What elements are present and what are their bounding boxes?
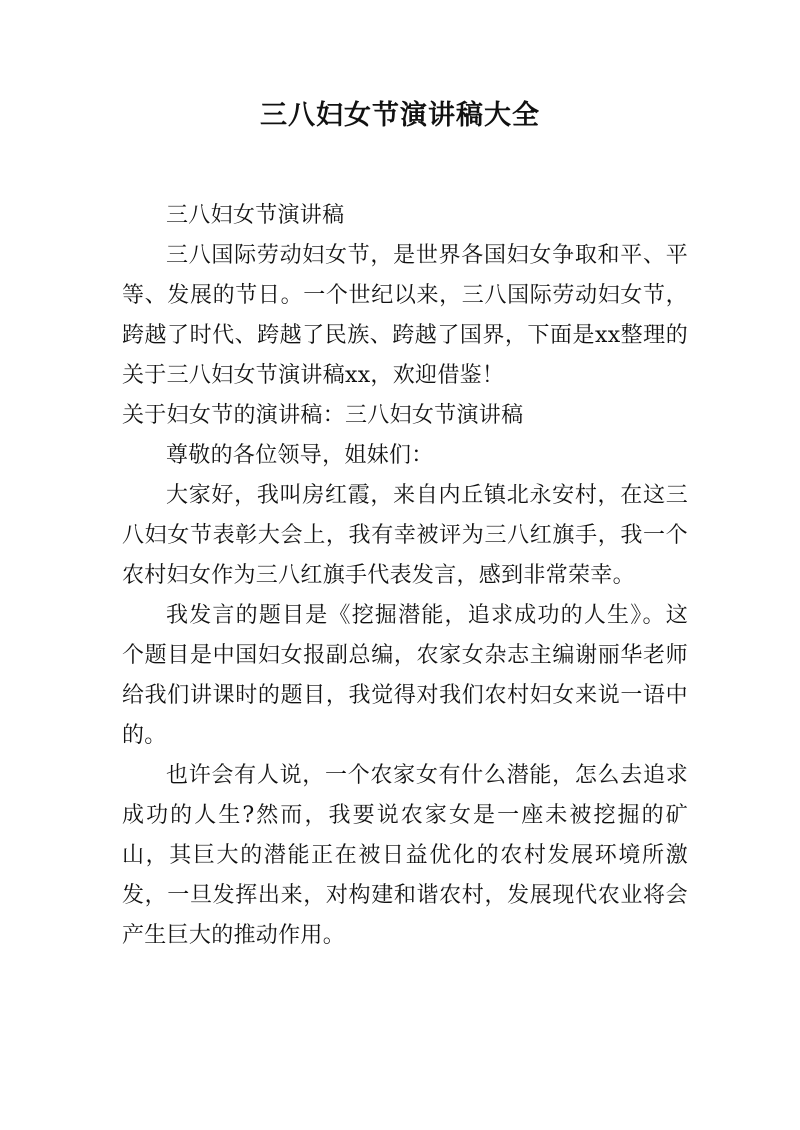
paragraph-salutation: 尊敬的各位领导，姐妹们：: [166, 443, 434, 468]
paragraph-argument: 也许会有人说，一个农家女有什么潜能，怎么去追求成功的人生?然而，我要说农家女是一座未被挖掘的矿山，其巨大的潜能正在被日益优化的农村发展环境所激发，一旦发挥出来，对构建和谐农村，发展现代农业将会产生巨大的推动作用。: [122, 763, 688, 948]
paragraph-intro: 三八国际劳动妇女节，是世界各国妇女争取和平、平等、发展的节日。一个世纪以来，三八国际劳动妇女节，跨越了时代、跨越了民族、跨越了国界，下面是xx整理的关于三八妇女节演讲稿xx，欢迎借鉴！: [122, 243, 688, 388]
document-title: 三八妇女节演讲稿大全: [260, 100, 540, 131]
document-body: [122, 196, 688, 956]
paragraph-heading: 三八妇女节演讲稿: [166, 203, 345, 228]
paragraph-greeting: 大家好，我叫房红霞，来自内丘镇北永安村，在这三八妇女节表彰大会上，我有幸被评为三八红旗手，我一个农村妇女作为三八红旗手代表发言，感到非常荣幸。: [122, 483, 688, 588]
paragraph-subheading: 关于妇女节的演讲稿：三八妇女节演讲稿: [122, 403, 524, 428]
paragraph-topic: 我发言的题目是《挖掘潜能，追求成功的人生》。这个题目是中国妇女报副总编，农家女杂志主编谢丽华老师给我们讲课时的题目，我觉得对我们农村妇女来说一语中的。: [122, 603, 688, 748]
